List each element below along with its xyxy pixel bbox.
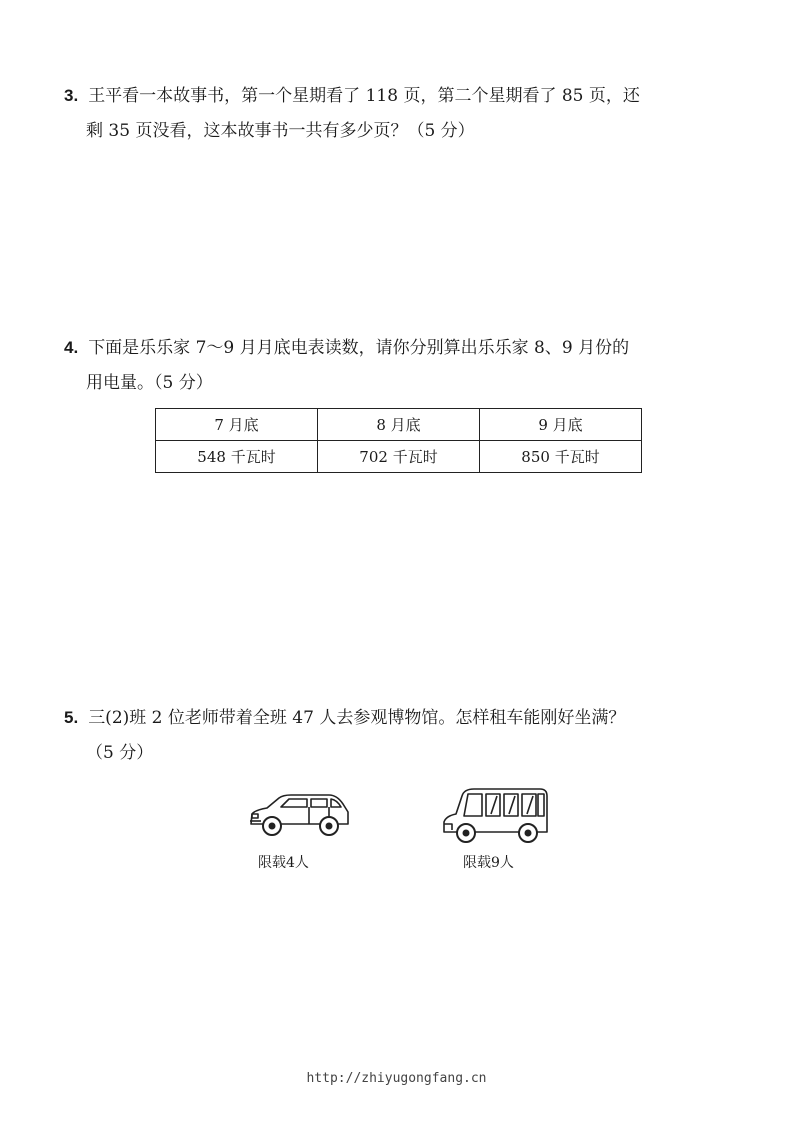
van-icon [440,786,552,844]
table-header-cell: 9 月底 [480,409,642,441]
table-cell: 702 千瓦时 [318,441,480,473]
table-header-cell: 8 月底 [318,409,480,441]
question-5-line-1: 5. 三(2)班 2 位老师带着全班 47 人去参观博物馆。怎样租车能刚好坐满？ [64,708,626,728]
question-3 [64,78,724,149]
question-3-line-1: 3. 王平看一本故事书，第一个星期看了 118 页，第二个星期看了 85 页，还 [64,86,640,106]
question-5 [64,700,724,771]
meter-reading-table [155,408,642,473]
table-cell: 548 千瓦时 [156,441,318,473]
table-header-row [156,409,642,441]
question-number: 4. [64,338,79,357]
question-4 [64,330,724,401]
question-5-line-2: （5 分） [86,743,154,763]
car-icon [247,792,353,842]
table-cell: 850 千瓦时 [480,441,642,473]
question-number: 5. [64,708,79,727]
question-4-line-1: 4. 下面是乐乐家 7～9 月月底电表读数，请你分别算出乐乐家 8、9 月份的 [64,338,630,358]
car-capacity-label: 限载4人 [258,855,309,871]
table-row [156,441,642,473]
footer-url: http://zhiyugongfang.cn [306,1071,487,1086]
question-4-line-2: 用电量。（5 分） [86,373,213,393]
question-3-line-2: 剩 35 页没看，这本故事书一共有多少页？（5 分） [86,121,475,141]
table-header-cell: 7 月底 [156,409,318,441]
van-capacity-label: 限载9人 [463,855,514,871]
question-number: 3. [64,86,79,105]
